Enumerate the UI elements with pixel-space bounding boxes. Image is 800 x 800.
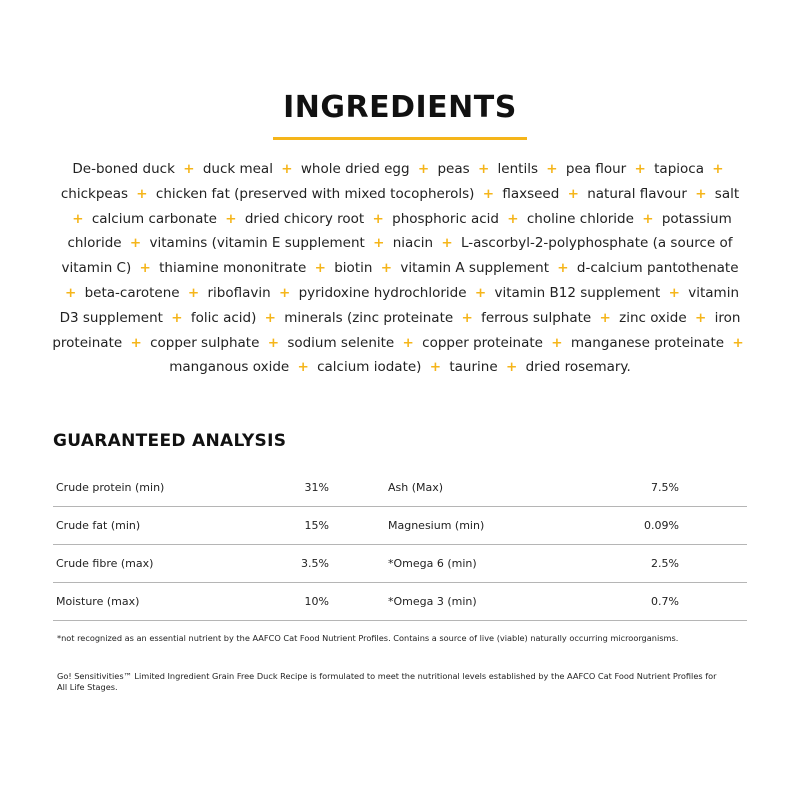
ingredient-separator: + — [72, 210, 84, 227]
ingredient-item: peas — [437, 161, 470, 177]
ingredient-separator: + — [402, 334, 414, 351]
ingredient-item: natural flavour — [587, 185, 687, 202]
ingredient-item: ferrous sulphate — [481, 309, 592, 326]
ingredient-separator: + — [297, 359, 309, 376]
ingredient-item: flaxseed — [502, 185, 560, 202]
ingredient-item: whole dried egg — [300, 161, 410, 177]
ingredient-item: copper proteinate — [422, 334, 543, 351]
ingredient-separator: + — [417, 161, 430, 177]
analysis-right-label: *Omega 6 (min) — [388, 557, 477, 570]
analysis-right-value: 0.09% — [644, 519, 679, 532]
analysis-right-value: 0.7% — [651, 595, 679, 608]
analysis-right-label: Magnesium (min) — [388, 519, 485, 532]
guaranteed-analysis-table — [53, 469, 747, 621]
ingredient-item: choline chloride — [526, 210, 634, 227]
ingredient-separator: + — [64, 284, 77, 301]
ingredient-item: potassium chloride — [67, 210, 732, 252]
analysis-row — [53, 583, 747, 621]
aafco-statement: Go! Sensitivities™ Limited Ingredient Grain Free Duck Recipe is formulated to meet the nutritional levels established by the AAFCO Cat Food Nutrient Profiles for All Life Stages. — [57, 671, 717, 692]
ingredient-item: manganous oxide — [169, 359, 290, 376]
ingredient-item: duck meal — [202, 161, 273, 177]
ingredient-separator: + — [712, 161, 724, 177]
ingredient-separator: + — [380, 260, 393, 277]
ingredient-item: pyridoxine hydrochloride — [298, 284, 467, 301]
analysis-row — [53, 507, 747, 545]
ingredient-item: pea flour — [565, 161, 627, 177]
analysis-right-value: 2.5% — [651, 557, 679, 570]
ingredient-item: iron proteinate — [52, 309, 741, 351]
ingredient-item: biotin — [334, 260, 373, 277]
analysis-left-value: 10% — [304, 595, 329, 608]
ingredient-separator: + — [694, 309, 707, 326]
ingredients-list — [50, 157, 750, 380]
ingredient-separator: + — [441, 235, 453, 252]
analysis-right-value: 7.5% — [651, 481, 679, 494]
ingredient-separator: + — [634, 161, 646, 177]
analysis-left-label: Moisture (max) — [56, 595, 140, 608]
ingredient-item: calcium carbonate — [91, 210, 217, 227]
ingredient-item: riboflavin — [207, 284, 271, 301]
ingredient-item: vitamin B12 supplement — [494, 284, 661, 301]
ingredient-item: lentils — [497, 161, 538, 177]
ingredient-separator: + — [373, 235, 385, 252]
analysis-left-value: 3.5% — [301, 557, 329, 570]
ingredient-separator: + — [477, 161, 490, 177]
analysis-left-label: Crude fat (min) — [56, 519, 141, 532]
ingredient-item: vitamin D3 supplement — [59, 284, 740, 326]
ingredient-separator: + — [557, 260, 569, 277]
ingredients-title-underline — [273, 137, 527, 140]
ingredient-item: vitamin A supplement — [400, 260, 549, 277]
ingredient-separator: + — [695, 185, 707, 202]
ingredients-title: INGREDIENTS — [283, 90, 517, 125]
ingredient-separator: + — [264, 309, 276, 326]
ingredient-item: niacin — [392, 235, 434, 252]
ingredient-item: sodium selenite — [287, 334, 395, 351]
ingredient-item: L-ascorbyl-2-polyphosphate (a source of vitamin C) — [61, 235, 733, 277]
ingredient-separator: + — [136, 185, 148, 202]
ingredient-item: chickpeas — [60, 185, 128, 202]
ingredient-separator: + — [567, 185, 579, 202]
analysis-left-label: Crude fibre (max) — [56, 557, 154, 570]
ingredient-separator: + — [551, 334, 563, 351]
ingredient-separator: + — [668, 284, 680, 301]
ingredient-item: chicken fat (preserved with mixed tocopherols) — [155, 185, 475, 202]
ingredient-item: manganese proteinate — [570, 334, 725, 351]
ingredient-item: phosphoric acid — [392, 210, 499, 227]
analysis-row — [53, 469, 747, 507]
ingredient-separator: + — [482, 185, 495, 202]
ingredient-separator: + — [372, 210, 384, 227]
analysis-right-label: *Omega 3 (min) — [388, 595, 477, 608]
ingredient-item: De-boned duck — [72, 161, 175, 177]
guaranteed-analysis-title: GUARANTEED ANALYSIS — [53, 431, 287, 451]
ingredient-separator: + — [461, 309, 473, 326]
ingredient-separator: + — [732, 334, 744, 351]
ingredient-separator: + — [642, 210, 654, 227]
ingredient-item: d-calcium pantothenate — [576, 260, 739, 277]
ingredient-item: minerals (zinc proteinate — [284, 309, 454, 326]
analysis-left-value: 15% — [304, 519, 329, 532]
ingredient-separator: + — [314, 260, 326, 277]
ingredient-separator: + — [171, 309, 183, 326]
analysis-left-value: 31% — [304, 481, 329, 494]
ingredient-separator: + — [225, 210, 237, 227]
ingredient-item: tapioca — [654, 161, 704, 177]
ingredient-separator: + — [187, 284, 200, 301]
ingredient-separator: + — [130, 334, 142, 351]
ingredient-item: taurine — [449, 359, 498, 376]
ingredient-separator: + — [278, 284, 291, 301]
analysis-left-label: Crude protein (min) — [56, 481, 165, 494]
ingredient-separator: + — [474, 284, 487, 301]
analysis-right-label: Ash (Max) — [388, 481, 444, 494]
ingredient-separator: + — [429, 359, 442, 376]
ingredient-item: dried rosemary. — [525, 359, 631, 376]
ingredient-separator: + — [183, 161, 195, 177]
ingredient-item: salt — [714, 185, 740, 202]
ingredient-item: folic acid) — [190, 309, 257, 326]
ingredient-separator: + — [129, 235, 142, 252]
ingredient-separator: + — [267, 334, 280, 351]
ingredient-item: dried chicory root — [244, 210, 365, 227]
ingredient-separator: + — [546, 161, 558, 177]
ingredient-item: calcium iodate) — [317, 359, 422, 376]
ingredient-separator: + — [507, 210, 519, 227]
ingredient-separator: + — [139, 260, 151, 277]
analysis-row — [53, 545, 747, 583]
ingredient-item: zinc oxide — [619, 309, 687, 326]
ingredient-item: copper sulphate — [150, 334, 260, 351]
ingredient-separator: + — [281, 161, 293, 177]
ingredient-item: vitamins (vitamin E supplement — [149, 235, 365, 252]
ingredient-separator: + — [505, 359, 518, 376]
ingredient-separator: + — [599, 309, 611, 326]
omega-footnote: *not recognized as an essential nutrient by the AAFCO Cat Food Nutrient Profiles. Contains a source of live (viable) naturally occurring microorganisms. — [57, 633, 679, 643]
ingredient-item: beta-carotene — [84, 284, 180, 301]
ingredient-item: thiamine mononitrate — [159, 260, 307, 277]
